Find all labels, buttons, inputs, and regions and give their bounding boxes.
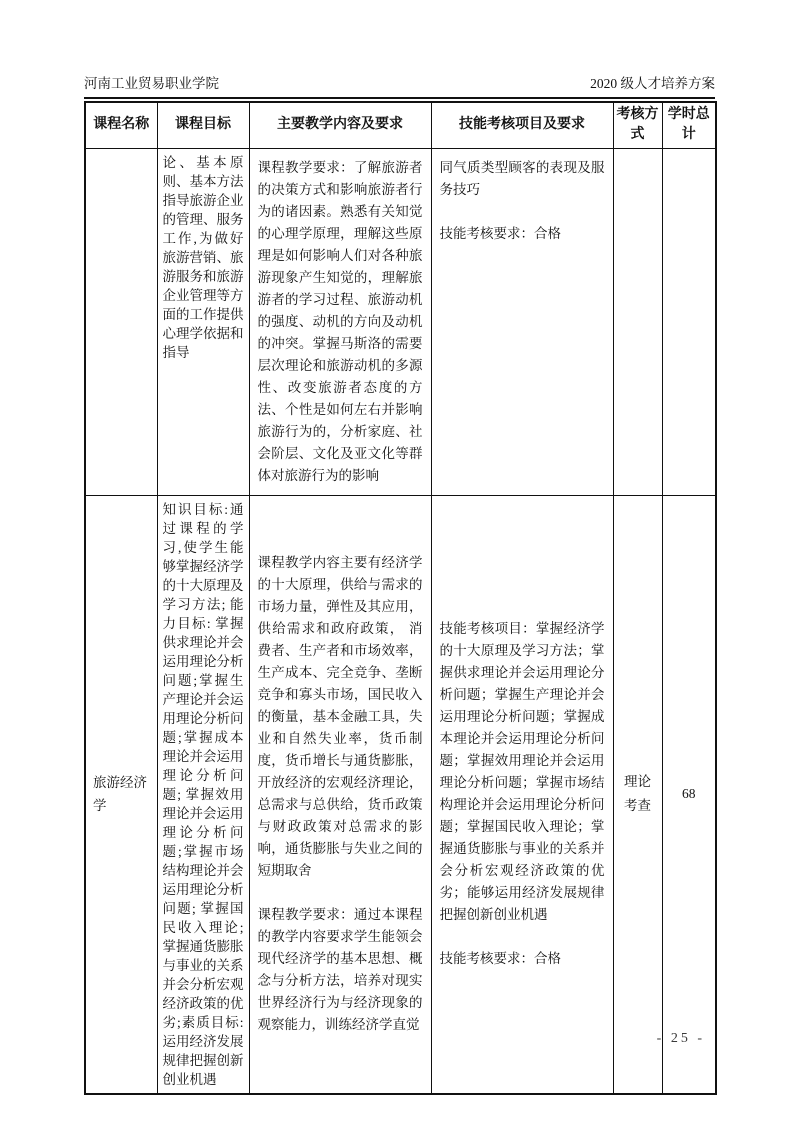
table-row [85,148,716,495]
cell-course-name: 旅游经济学 [85,495,157,1094]
teaching-requirements-paragraph: 课程教学要求：了解旅游者的决策方式和影响旅游者行为的诸因素。熟悉有关知觉的心理学原理，理解这些原理是如何影响人们对各种旅游现象产生知觉的，理解旅游者的学习过程、旅游动机的强度、动机的方向及动机的冲突。掌握马斯洛的需要层次理论和旅游动机的多源性、改变旅游者态度的方法、个性是如何左右并影响旅游行为的，分析家庭、社会阶层、文化及亚文化等群体对旅游行为的影响 [257,159,423,483]
cell-course-objectives: 知识目标:通过课程的学习,使学生能够掌握经济学的十大原理及学习方法; 能力目标: 掌握供求理论并会运用理论分析问题;掌握生产理论并会运用理论分析问题;掌握成本理论并会运用理论分析问题; 掌握效用理论并会运用理论分析问题;掌握市场结构理论并会运用理论分析问题; 掌握国民收入理论;掌握通货膨胀与事业的关系并会分析宏观经济政策的优劣;素质目标:运用经济发展规律把握创新创业机遇 [157,495,249,1094]
assessment-items-paragraph: 技能考核项目：掌握经济学的十大原理及学习方法；掌握供求理论并会运用理论分析问题；掌握生产理论并会运用理论分析问题；掌握成本理论并会运用理论分析问题；掌握效用理论并会运用理论分析问题；掌握市场结构理论并会运用理论分析问题；掌握国民收入理论；掌握通货膨胀与事业的关系并会分析宏观经济政策的优劣；能够运用经济发展规律把握创新创业机遇 [439,621,605,923]
cell-total-hours [662,148,716,495]
header-school-name: 河南工业贸易职业学院 [84,76,219,91]
col-header-method: 考核方式 [613,102,662,148]
assessment-requirement-paragraph: 技能考核要求：合格 [439,951,561,967]
table-header-row [85,102,716,148]
cell-assessment-method [613,148,662,495]
cell-teaching-content [249,148,431,495]
assessment-items-paragraph: 同气质类型顾客的表现及服务技巧 [439,159,605,197]
col-header-course-name: 课程名称 [85,102,157,148]
cell-course-name [85,148,157,495]
col-header-content: 主要教学内容及要求 [249,102,431,148]
page-number: - 25 - [656,1031,705,1046]
col-header-assessment: 技能考核项目及要求 [431,102,613,148]
cell-assessment-method: 理论考查 [613,495,662,1094]
assessment-requirement-paragraph: 技能考核要求：合格 [439,225,561,241]
cell-skill-assessment [431,148,613,495]
cell-course-objectives: 论、基本原则、基本方法指导旅游企业的管理、服务工作,为做好旅游营销、旅游服务和旅游企业管理等方面的工作提供心理学依据和指导 [157,148,249,495]
teaching-requirements-paragraph: 课程教学要求：通过本课程的教学内容要求学生能领会现代经济学的基本思想、概念与分析方法，培养对现实世界经济行为与经济现象的观察能力，训练经济学直觉 [257,907,423,1033]
header-program-title: 2020 级人才培养方案 [590,76,715,91]
cell-teaching-content [249,495,431,1094]
curriculum-table [84,101,717,1095]
teaching-content-paragraph: 课程教学内容主要有经济学的十大原理，供给与需求的市场力量，弹性及其应用，供给需求和政府政策， 消费者、生产者和市场效率，生产成本、完全竞争、垄断竞争和寡头市场，国民收入的衡量，基本金融工具，失业和自然失业率，货币制度，货币增长与通货膨胀，开放经济的宏观经济理论，总需求与总供给，货币政策与财政政策对总需求的影响，通货膨胀与失业之间的短期取舍 [257,555,423,879]
col-header-hours: 学时总计 [662,102,716,148]
cell-total-hours: 68 [662,495,716,1094]
cell-skill-assessment [431,495,613,1094]
col-header-objectives: 课程目标 [157,102,249,148]
table-row [85,495,716,1094]
running-header [84,72,715,99]
